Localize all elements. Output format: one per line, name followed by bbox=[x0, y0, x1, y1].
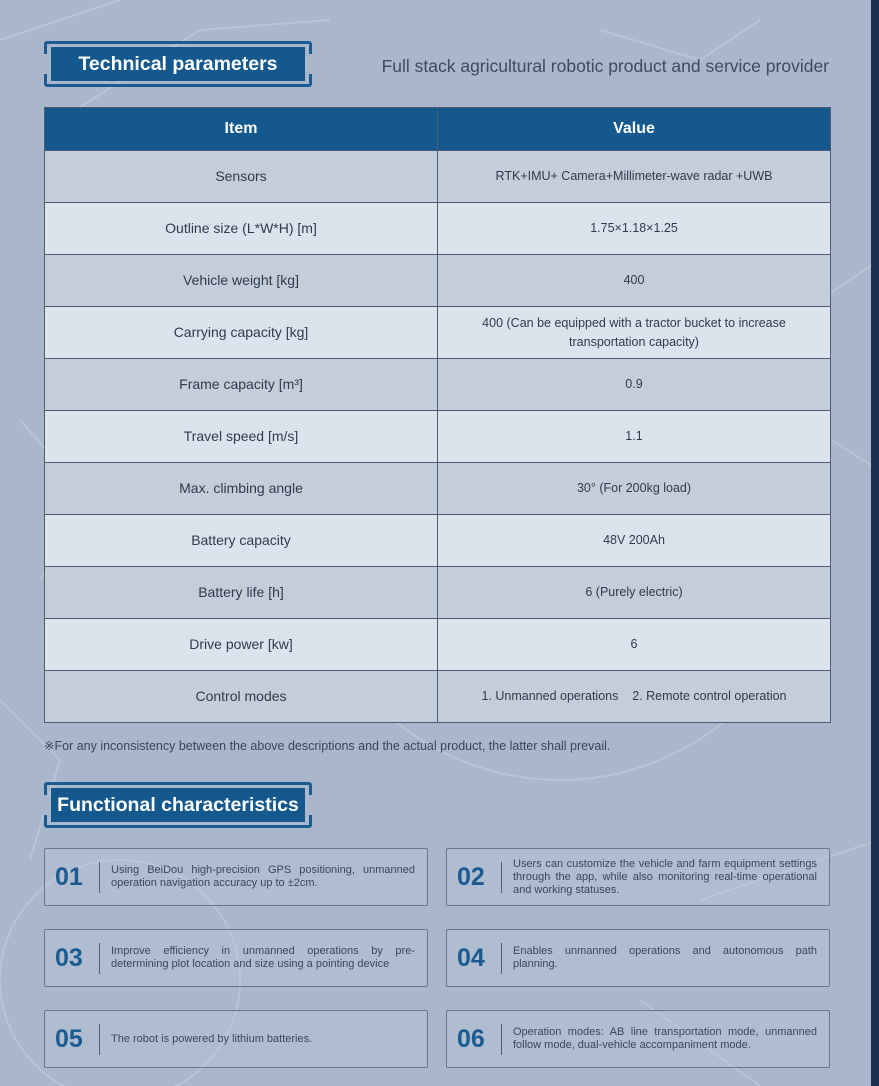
row-value: 6 (Purely electric) bbox=[438, 567, 831, 619]
row-item: Outline size (L*W*H) [m] bbox=[45, 203, 438, 255]
right-edge-strip bbox=[871, 0, 879, 1086]
row-value: 30° (For 200kg load) bbox=[438, 463, 831, 515]
row-item: Battery life [h] bbox=[45, 567, 438, 619]
table-row bbox=[45, 255, 831, 307]
functional-characteristics-heading bbox=[44, 782, 312, 828]
feature-card bbox=[44, 848, 428, 906]
table-row bbox=[45, 359, 831, 411]
table-row bbox=[45, 151, 831, 203]
row-item: Sensors bbox=[45, 151, 438, 203]
table-row bbox=[45, 411, 831, 463]
feature-number: 06 bbox=[457, 1024, 485, 1053]
table-header-row bbox=[45, 108, 831, 151]
table-row bbox=[45, 567, 831, 619]
feature-text-wrap bbox=[513, 1011, 817, 1067]
feature-number: 05 bbox=[55, 1024, 83, 1053]
row-item: Control modes bbox=[45, 671, 438, 723]
row-value: 400 bbox=[438, 255, 831, 307]
table-row bbox=[45, 671, 831, 723]
row-value: 48V 200Ah bbox=[438, 515, 831, 567]
row-item: Drive power [kw] bbox=[45, 619, 438, 671]
table-row bbox=[45, 619, 831, 671]
company-tagline: Full stack agricultural robotic product and service provider bbox=[381, 56, 829, 76]
table-row bbox=[45, 515, 831, 567]
feature-card bbox=[44, 1010, 428, 1068]
feature-card bbox=[446, 1010, 830, 1068]
feature-number: 03 bbox=[55, 943, 83, 972]
row-item: Vehicle weight [kg] bbox=[45, 255, 438, 307]
feature-card bbox=[44, 929, 428, 987]
feature-text: Operation modes: AB line transportation mode, unmanned follow mode, dual-vehicle accompaniment mode. bbox=[513, 1026, 817, 1051]
row-value: 6 bbox=[438, 619, 831, 671]
feature-text-wrap bbox=[111, 849, 415, 905]
row-item: Battery capacity bbox=[45, 515, 438, 567]
feature-divider bbox=[501, 1024, 502, 1055]
column-header-value: Value bbox=[438, 108, 831, 151]
feature-number: 04 bbox=[457, 943, 485, 972]
row-value: 1.1 bbox=[438, 411, 831, 463]
row-value: RTK+IMU+ Camera+Millimeter-wave radar +UWB bbox=[438, 151, 831, 203]
feature-text: Enables unmanned operations and autonomous path planning. bbox=[513, 945, 817, 970]
row-item: Frame capacity [m³] bbox=[45, 359, 438, 411]
table-row bbox=[45, 307, 831, 359]
feature-text-wrap bbox=[513, 930, 817, 986]
functional-characteristics-title: Functional characteristics bbox=[51, 788, 305, 822]
feature-text-wrap bbox=[111, 1011, 415, 1067]
feature-text: Users can customize the vehicle and farm equipment settings through the app, while also monitoring real-time operational and working statuses. bbox=[513, 857, 817, 896]
row-value: 1. Unmanned operations 2. Remote control operation bbox=[438, 671, 831, 723]
row-value: 0.9 bbox=[438, 359, 831, 411]
feature-divider bbox=[501, 862, 502, 893]
feature-divider bbox=[99, 943, 100, 974]
technical-parameters-title: Technical parameters bbox=[51, 47, 305, 81]
feature-text-wrap bbox=[111, 930, 415, 986]
row-item: Max. climbing angle bbox=[45, 463, 438, 515]
feature-text: Improve efficiency in unmanned operations by pre-determining plot location and size using a pointing device bbox=[111, 945, 415, 970]
feature-card bbox=[446, 929, 830, 987]
feature-text: Using BeiDou high-precision GPS positioning, unmanned operation navigation accuracy up to ±2cm. bbox=[111, 864, 415, 889]
feature-number: 02 bbox=[457, 862, 485, 891]
technical-parameters-heading bbox=[44, 41, 312, 87]
table-row bbox=[45, 463, 831, 515]
row-value: 1.75×1.18×1.25 bbox=[438, 203, 831, 255]
feature-divider bbox=[99, 1024, 100, 1055]
feature-divider bbox=[99, 862, 100, 893]
table-row bbox=[45, 203, 831, 255]
row-item: Travel speed [m/s] bbox=[45, 411, 438, 463]
feature-number: 01 bbox=[55, 862, 83, 891]
feature-text: The robot is powered by lithium batteries. bbox=[111, 1032, 313, 1045]
row-value: 400 (Can be equipped with a tractor bucket to increase transportation capacity) bbox=[438, 307, 831, 359]
disclaimer-note: ※For any inconsistency between the above descriptions and the actual product, the latter shall prevail. bbox=[44, 739, 611, 753]
feature-text-wrap bbox=[513, 849, 817, 905]
row-item: Carrying capacity [kg] bbox=[45, 307, 438, 359]
feature-divider bbox=[501, 943, 502, 974]
column-header-item: Item bbox=[45, 108, 438, 151]
spec-table bbox=[44, 107, 831, 723]
feature-card bbox=[446, 848, 830, 906]
